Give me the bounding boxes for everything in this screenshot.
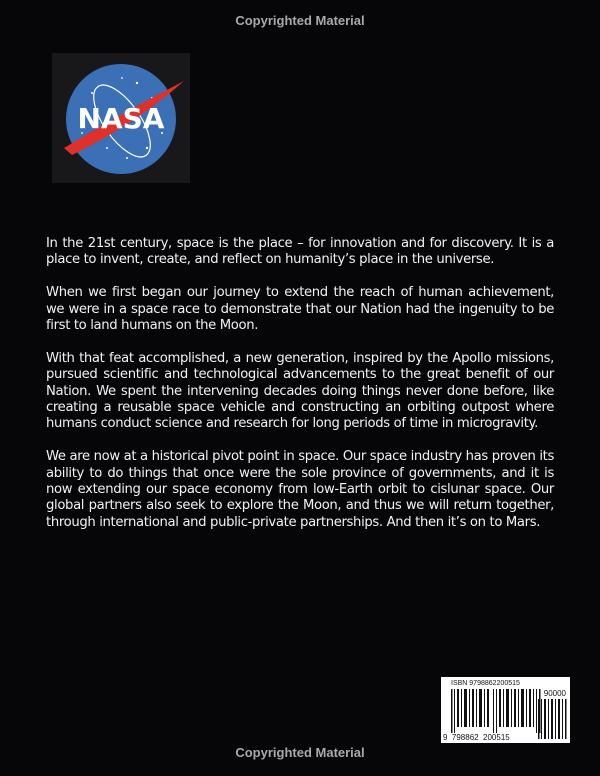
paragraph-4: We are now at a historical pivot point in space. Our space industry has proven its ability to do things that once were the sole province of governments, and it is now extending our space economy from low-Earth orbit to cislunar space. Our global partners also seek to explore the Moon, and thus we will return together, through international and public-private partnerships. And then it’s on to Mars. (46, 449, 554, 530)
isbn-barcode (441, 677, 570, 743)
svg-text:NASA: NASA (77, 102, 165, 135)
back-cover-text (46, 236, 554, 548)
barcode-bars-icon (451, 689, 541, 733)
paragraph-3: With that feat accomplished, a new generation, inspired by the Apollo missions, pursued scientific and technological advancements to the great benefit of our Nation. We spent the intervening decades doing things never done before, like creating a reusable space vehicle and constructing an orbiting outpost where humans conduct science and research for long periods of time in microgravity. (46, 350, 554, 432)
price-addon-bars-icon (536, 699, 568, 739)
price-code: 90000 (543, 689, 566, 698)
copyright-watermark-bottom: Copyrighted Material (235, 745, 365, 760)
paragraph-1: In the 21st century, space is the place – for innovation and for discovery. It is a place to invent, create, and reflect on humanity’s place in the universe. (46, 236, 554, 268)
nasa-meatball-icon (52, 53, 190, 183)
copyright-watermark-top: Copyrighted Material (235, 13, 365, 28)
nasa-logo (52, 53, 190, 183)
barcode-digits: 9 798862 200515 (443, 733, 510, 742)
paragraph-2: When we first began our journey to extend the reach of human achievement, we were in a space race to demonstrate that our Nation had the ingenuity to be first to land humans on the Moon. (46, 285, 554, 334)
isbn-label: ISBN 9798862200515 (451, 680, 520, 687)
